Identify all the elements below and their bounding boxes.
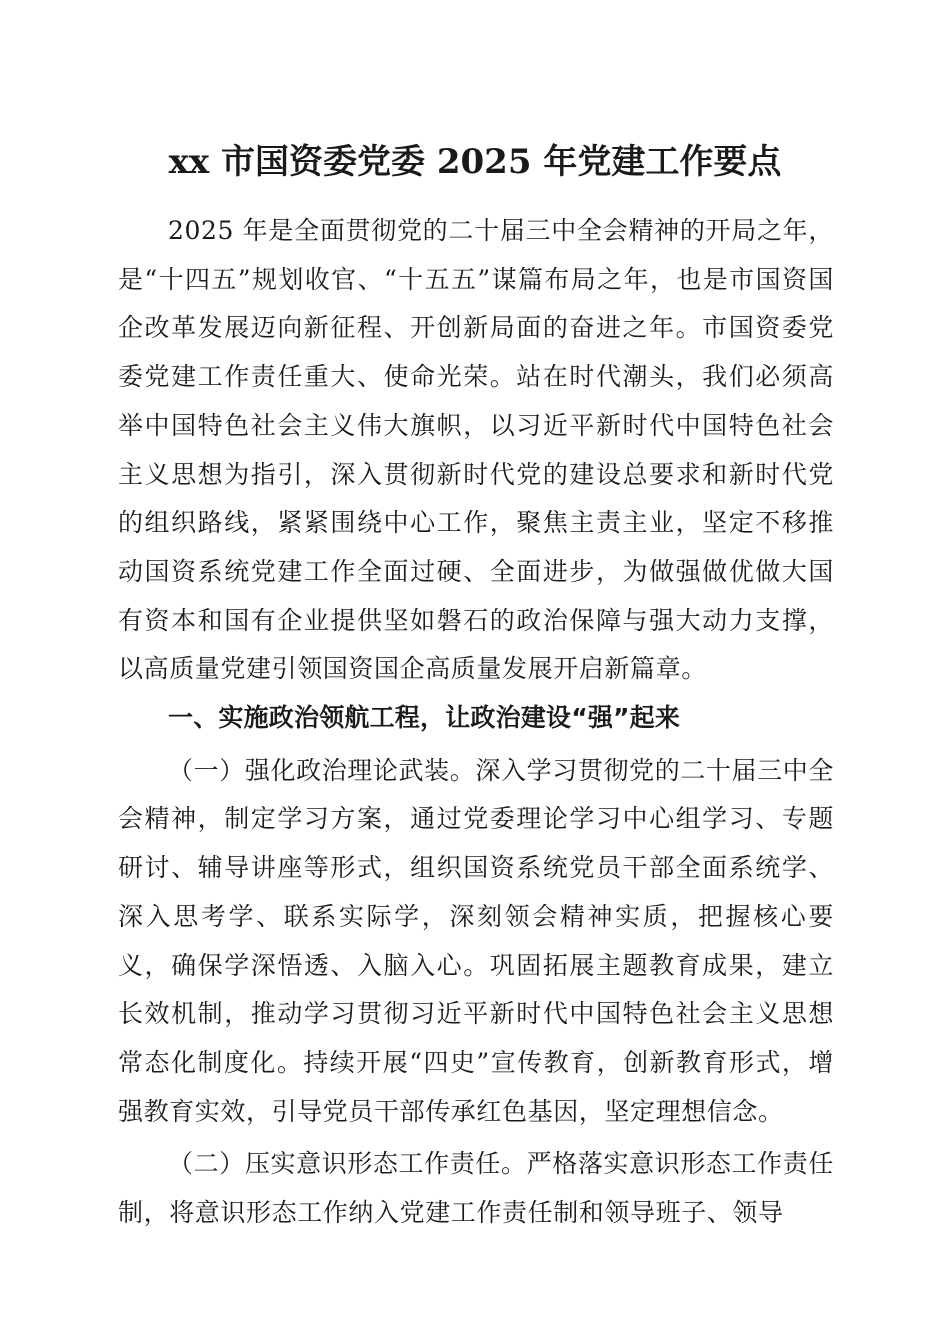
document-body bbox=[118, 207, 834, 1238]
item-text-1: 深入学习贯彻党的二十届三中全会精神，制定学习方案，通过党委理论学习中心组学习、专题研讨、辅导讲座等形式，组织国资系统党员干部全面系统学、深入思考学、联系实际学，深刻领会精神实质，把握核心要义，确保学深悟透、入脑入心。巩固拓展主题教育成果，建立长效机制，推动学习贯彻习近平新时代中国特色社会主义思想常态化制度化。持续开展“四史”宣传教育，创新教育形式，增强教育实效，引导党员干部传承红色基因，坚定理想信念。 bbox=[118, 755, 834, 1126]
item-label-1: （一）强化政治理论武装。 bbox=[168, 755, 476, 785]
document-title: xx 市国资委党委 2025 年党建工作要点 bbox=[168, 142, 782, 182]
item-paragraph-2 bbox=[118, 1140, 834, 1237]
intro-paragraph: 2025 年是全面贯彻党的二十届三中全会精神的开局之年，是“十四五”规划收官、“十五五”谋篇布局之年，也是市国资国企改革发展迈向新征程、开创新局面的奋进之年。市国资委党委党建工作责任重大、使命光荣。站在时代潮头，我们必须高举中国特色社会主义伟大旗帜，以习近平新时代中国特色社会主义思想为指引，深入贯彻新时代党的建设总要求和新时代党的组织路线，紧紧围绕中心工作，聚焦主责主业，坚定不移推动国资系统党建工作全面过硬、全面进步，为做强做优做大国有资本和国有企业提供坚如磐石的政治保障与强大动力支撑，以高质量党建引领国资国企高质量发展开启新篇章。 bbox=[118, 216, 834, 684]
item-paragraph-1 bbox=[118, 747, 834, 1137]
section-heading: 一、实施政治领航工程，让政治建设“强”起来 bbox=[168, 703, 681, 733]
item-text-2: 严格落实意识形态工作责任制，将意识形态工作纳入党建工作责任制和领导班子、领导 bbox=[118, 1149, 834, 1228]
item-label-2: （二）压实意识形态工作责任。 bbox=[168, 1149, 527, 1179]
